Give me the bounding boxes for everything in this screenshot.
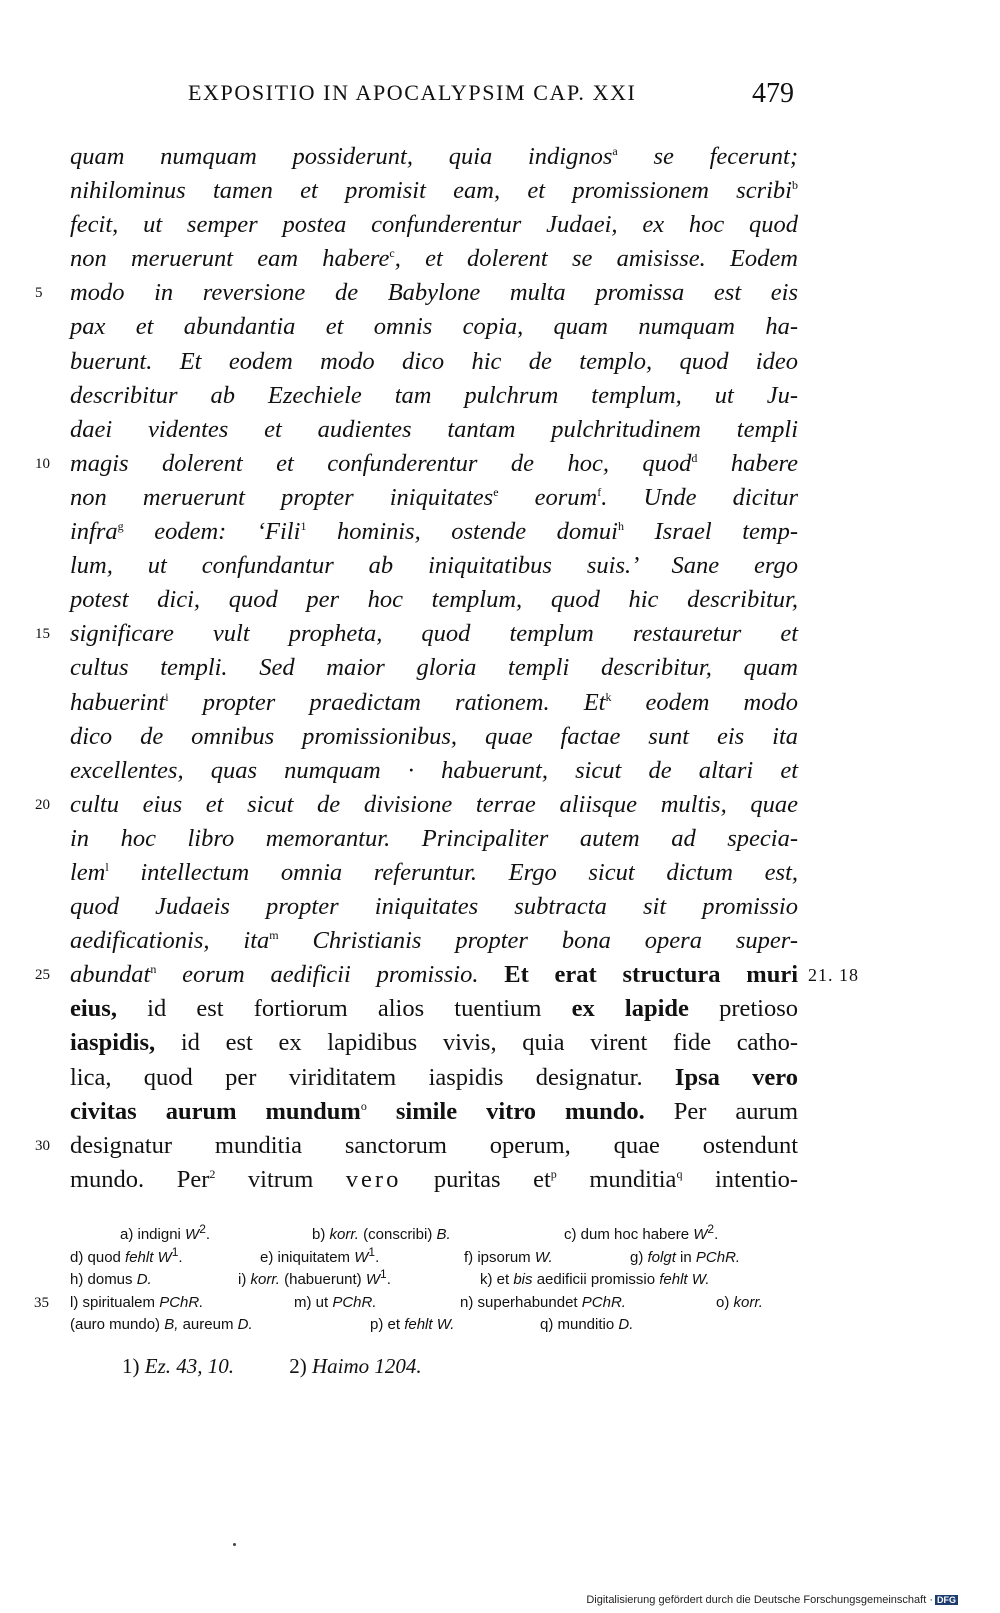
- text-line: mundo. Per$^2$ vitrum vero puritas $et^p$ munditia$^q$ intentio-: [70, 1165, 798, 1193]
- text-line: dico de omnibus promissionibus, quae factae sunt eis ita: [70, 722, 798, 750]
- text-line: fecit, ut semper postea confunderentur Judaei, ex hoc quod: [70, 211, 798, 239]
- text-line: non meruerunt propter iniquitates$^e$ eorum$^f$. Unde dicitur: [70, 483, 798, 511]
- text-line: in hoc libro memorantur. Principaliter autem ad specia-: [70, 824, 798, 852]
- apparatus-entry: q) munditio D.: [540, 1316, 634, 1333]
- text-line: aedificationis, ita$^m$ Christianis propter bona opera super-: [70, 927, 798, 955]
- text-line: cultus templi. Sed maior gloria templi describitur, quam: [70, 654, 798, 682]
- text-line: lem$^l$ intellectum omnia referuntur. Ergo sicut dictum est,: [70, 858, 798, 886]
- text-line: potest dici, quod per hoc templum, quod hic describitur,: [70, 586, 798, 614]
- line-number: 25: [35, 967, 50, 984]
- line-number: 30: [35, 1137, 50, 1154]
- text-line: lica, quod per viriditatem iaspidis designatur. Ipsa vero: [70, 1063, 798, 1091]
- apparatus-entry: p) et fehlt W.: [370, 1316, 455, 1333]
- running-title: EXPOSITIO IN APOCALYPSIM CAP. XXI: [188, 80, 637, 105]
- source-note: 1) Ez. 43, 10.: [122, 1354, 234, 1378]
- text-line: quam numquam possiderunt, quia indignos$^a$ se fecerunt;: [70, 143, 798, 170]
- apparatus-entry: f) ipsorum W.: [464, 1248, 553, 1266]
- page-number: 479: [752, 78, 794, 109]
- text-line: civitas aurum mundum$^o$ simile vitro mundo. Per aurum: [70, 1097, 799, 1125]
- text-line: 30 designatur munditia sanctorum operum, quae ostendunt: [70, 1129, 798, 1163]
- apparatus-entry: c) dum hoc habere $W^2$.: [564, 1222, 719, 1243]
- line-number: 10: [35, 455, 50, 472]
- apparatus-entry: (auro mundo) B, aureum D.: [70, 1316, 253, 1333]
- text-line: quod Judaeis propter iniquitates subtracta sit promissio: [70, 893, 798, 921]
- apparatus-entry: b) korr. (conscribi) B.: [312, 1226, 451, 1243]
- text-line: pax et abundantia et omnis copia, quam numquam ha-: [70, 313, 798, 341]
- text-line: habuerint$^i$ propter praedictam rationem. Et$^k$ eodem modo: [70, 688, 798, 716]
- text-line: 5 modo in reversione de Babylone multa promissa est eis: [70, 276, 798, 310]
- apparatus-entry: a) indigni $W^2$.: [120, 1222, 211, 1243]
- apparatus-entry: k) et bis aedificii promissio fehlt W.: [480, 1271, 710, 1288]
- scan-speck: [233, 1543, 236, 1546]
- apparatus-entry: m) ut PChR.: [294, 1293, 377, 1311]
- apparatus-entry: g) folgt in PChR.: [630, 1248, 741, 1266]
- apparatus-entry: e) iniquitatem $W^1$.: [260, 1244, 380, 1266]
- apparatus-entry: n) superhabundet PChR.: [460, 1293, 626, 1311]
- main-text: [35, 140, 859, 1197]
- text-line: daei videntes et audientes tantam pulchritudinem templi: [70, 415, 798, 443]
- dfg-logo: DFG: [937, 1595, 956, 1606]
- lemma: civitas aurum mundum: [70, 1097, 361, 1125]
- source-note: 2) Haimo 1204.: [289, 1354, 422, 1378]
- text-line: 20 cultu eius et sicut de divisione terrae aliisque multis, quae: [70, 788, 798, 822]
- lemma: ex lapide: [571, 995, 689, 1023]
- line-number: 35: [34, 1294, 49, 1311]
- line-number: 20: [35, 796, 50, 813]
- apparatus-row: [70, 1314, 800, 1337]
- source-notes: [122, 1354, 422, 1379]
- text-line: infra$^g$ eodem: ‘Fili$^1$ hominis, ostende domui$^h$ Israel temp-: [70, 518, 798, 546]
- text-line: 10 magis dolerent et confunderentur de hoc, quod$^d$ habere: [70, 447, 798, 481]
- apparatus-entry: l) spiritualem PChR.: [70, 1293, 204, 1311]
- lemma: simile vitro mundo.: [366, 1097, 645, 1125]
- apparatus-row: [34, 1292, 800, 1315]
- text-line: iaspidis, id est ex lapidibus vivis, quia virent fide catho-: [70, 1029, 798, 1057]
- text-line: excellentes, quas numquam · habuerunt, sicut de altari et: [70, 756, 798, 784]
- lemma: iaspidis,: [70, 1029, 156, 1057]
- line-number: 5: [35, 285, 43, 302]
- apparatus-entry: d) quod fehlt $W^1$.: [70, 1244, 183, 1266]
- apparatus-row: [70, 1244, 800, 1270]
- apparatus-entry: i) korr. (habuerunt) $W^1$.: [238, 1267, 391, 1288]
- apparatus-entry: o) korr.: [716, 1293, 763, 1311]
- text-line: 15 significare vult propheta, quod templum restauretur et: [70, 617, 798, 651]
- apparatus-entry: h) domus D.: [70, 1271, 152, 1288]
- lemma: Et erat structura muri: [504, 961, 798, 989]
- lemma: Ipsa vero: [674, 1063, 798, 1091]
- text-line: non meruerunt eam habere$^c$, et dolerent se amisisse. Eodem: [70, 245, 798, 273]
- text-line: eius, id est fortiorum alios tuentium ex lapide pretioso: [70, 995, 798, 1023]
- text-line: lum, ut confundantur ab iniquitatibus suis.’ Sane ergo: [70, 552, 798, 580]
- text-line: describitur ab Ezechiele tam pulchrum templum, ut Ju-: [70, 381, 798, 409]
- text-line: 25 abundat$^n$ eorum aedificii promissio. Et erat structura muri 21. 18: [70, 958, 798, 992]
- critical-apparatus: [34, 1222, 800, 1337]
- line-number: 15: [35, 626, 50, 643]
- margin-reference: 21. 18: [808, 965, 859, 986]
- apparatus-row: [70, 1269, 800, 1292]
- text-line: nihilominus tamen et promisit eam, et promissionem scribi$^b$: [70, 177, 798, 205]
- lemma: eius,: [70, 995, 117, 1023]
- apparatus-row: [70, 1224, 800, 1247]
- text-line: buerunt. Et eodem modo dico hic de templo, quod ideo: [70, 347, 798, 375]
- digitization-credit: Digitalisierung gefördert durch die Deutsche Forschungsgemeinschaft · DFG: [586, 1594, 956, 1606]
